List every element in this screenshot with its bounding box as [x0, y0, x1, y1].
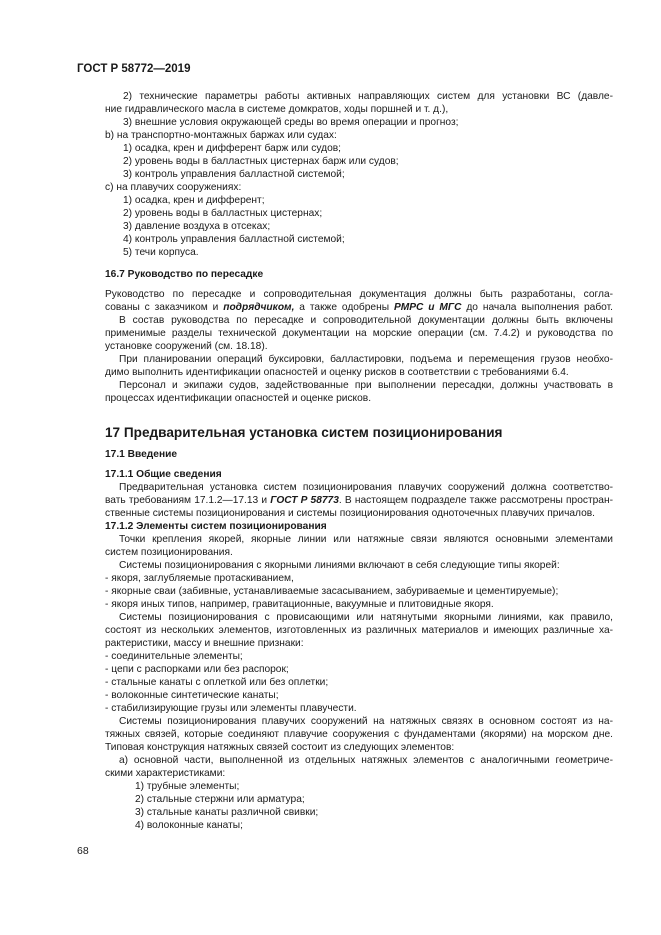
- text-run: сованы с заказчиком и: [105, 302, 224, 313]
- paragraph-line: скими характеристиками:: [105, 768, 226, 779]
- list-item: 3) стальные канаты различной свивки;: [135, 807, 319, 818]
- list-item: - стабилизирующие грузы или элементы плавучести.: [105, 703, 357, 714]
- text-run: а также одобрены: [294, 302, 394, 313]
- text-run: вать требованиям 17.1.2—17.13 и: [105, 495, 271, 506]
- list-item: 1) осадка, крен и дифферент;: [123, 195, 265, 206]
- list-item: 1) осадка, крен и дифферент барж или судов;: [123, 143, 341, 154]
- subsection-heading-17-1-2: 17.1.2 Элементы систем позиционирования: [105, 521, 327, 532]
- spacer: [105, 461, 613, 468]
- list-item: 4) контроль управления балластной системой;: [123, 234, 345, 245]
- paragraph-line: В состав руководства по пересадке и сопроводительной документации должны быть включены: [119, 315, 613, 326]
- list-item: 2) технические параметры работы активных направляющих систем для установки ВС (давле-: [123, 91, 613, 102]
- paragraph-line: Системы позиционирования с якорными линиями включают в себя следующие типы якорей:: [119, 560, 560, 571]
- paragraph-line: Системы позиционирования с провисающими или натянутыми якорными линиями, как правило,: [119, 612, 613, 623]
- paragraph-line: тяжных связей, которые соединяют плавучие сооружения с фундаментами (якорями) на морском дне.: [105, 729, 613, 740]
- paragraph-line: [105, 301, 613, 314]
- paragraph-line: применимые разделы технической документации на морские операции (см. 7.4.2) и руководства по: [105, 328, 613, 339]
- paragraph-line: При планировании операций буксировки, балластировки, подъема и перемещения грузов необхо-: [119, 354, 613, 365]
- list-item: - цепи с распорками или без распорок;: [105, 664, 289, 675]
- subsection-heading-17-1: 17.1 Введение: [105, 449, 178, 460]
- subsection-heading-17-1-1: 17.1.1 Общие сведения: [105, 469, 222, 480]
- paragraph-line: состоят из нескольких элементов, изготовленных из различных материалов и имеющих различные ха-: [105, 625, 613, 636]
- paragraph-line: Типовая конструкция натяжных связей состоит из следующих элементов:: [105, 742, 455, 753]
- paragraph-line: Точки крепления якорей, якорные линии или натяжные связи являются основными элементами: [119, 534, 613, 545]
- emphasis-text: РМРС и МГС: [393, 302, 462, 313]
- list-item: - стальные канаты с оплеткой или без оплетки;: [105, 677, 329, 688]
- paragraph-line: систем позиционирования.: [105, 547, 233, 558]
- section-heading-16-7: 16.7 Руководство по пересадке: [105, 269, 264, 280]
- list-item-continuation: ние гидравлического масла в системе домкратов, ходы поршней и т. д.),: [105, 104, 449, 115]
- list-item: 3) внешние условия окружающей среды во время операции и прогноз;: [123, 117, 459, 128]
- text-run: . В настоящем подразделе также рассмотрены простран-: [338, 495, 613, 506]
- list-heading: b) на транспортно-монтажных баржах или судах:: [105, 130, 337, 141]
- paragraph-line: установке сооружений (см. 18.18).: [105, 341, 268, 352]
- list-item: - якоря иных типов, например, гравитационные, вакуумные и плитовидные якоря.: [105, 599, 494, 610]
- list-item: 2) стальные стержни или арматура;: [135, 794, 305, 805]
- paragraph-line: ственные системы позиционирования и системы позиционирования одноточечных плавучих причалов.: [105, 508, 596, 519]
- list-item: 5) течи корпуса.: [123, 247, 199, 258]
- emphasis-text: ГОСТ Р 58773: [270, 495, 339, 506]
- list-heading: c) на плавучих сооружениях:: [105, 182, 242, 193]
- paragraph-line: процессах идентификации опасностей и оценке рисков.: [105, 393, 372, 404]
- list-item: 1) трубные элементы;: [135, 781, 240, 792]
- document-body: [105, 90, 613, 832]
- paragraph-line: а) основной части, выполненной из отдельных натяжных элементов с аналогичными геометриче-: [119, 755, 613, 766]
- paragraph-line: [105, 494, 613, 507]
- list-item: 3) давление воздуха в отсеках;: [123, 221, 271, 232]
- page-number: 68: [77, 845, 89, 857]
- list-item: 4) волоконные канаты;: [135, 820, 243, 831]
- emphasis-text: подрядчиком,: [223, 302, 295, 313]
- list-item: - соединительные элементы;: [105, 651, 243, 662]
- section-heading-17: 17 Предварительная установка систем позиционирования: [105, 425, 503, 440]
- list-item: 3) контроль управления балластной системой;: [123, 169, 345, 180]
- list-item: - якоря, заглубляемые протаскиванием,: [105, 573, 294, 584]
- paragraph-line: Руководство по пересадке и сопроводительная документация должны быть разработаны, согла-: [105, 289, 613, 300]
- text-run: до начала выполнения работ.: [461, 302, 613, 313]
- list-item: - волоконные синтетические канаты;: [105, 690, 279, 701]
- paragraph-line: рактеристики, массу и внешние признаки:: [105, 638, 304, 649]
- paragraph-line: Персонал и экипажи судов, задействованные при выполнении пересадки, должны участвовать в: [119, 380, 613, 391]
- paragraph-line: димо выполнить идентификации опасностей и оценку рисков в соответствии с требованиями 6.4.: [105, 367, 569, 378]
- paragraph-line: Предварительная установка систем позиционирования плавучих сооружений должна соответство-: [119, 482, 613, 493]
- paragraph-line: Системы позиционирования плавучих сооружений на натяжных связях в основном состоят из на-: [119, 716, 613, 727]
- document-header: ГОСТ Р 58772—2019: [77, 63, 191, 75]
- list-item: 2) уровень воды в балластных цистернах;: [123, 208, 323, 219]
- list-item: 2) уровень воды в балластных цистернах барж или судов;: [123, 156, 399, 167]
- list-item: - якорные сваи (забивные, устанавливаемые засасыванием, забуриваемые и цементируемые);: [105, 586, 559, 597]
